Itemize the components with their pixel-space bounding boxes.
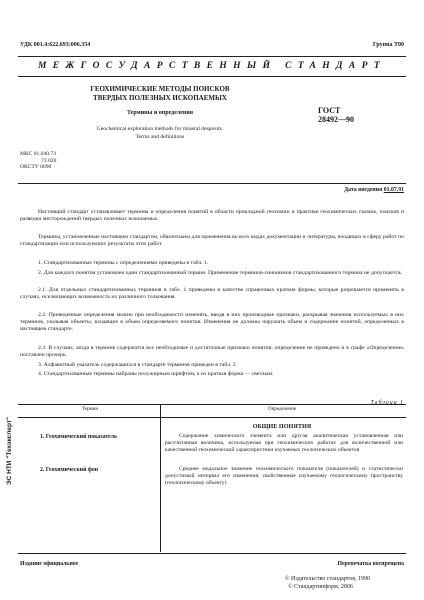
title-line-1: ГЕОХИМИЧЕСКИЕ МЕТОДЫ ПОИСКОВ xyxy=(90,85,230,93)
header-row xyxy=(20,42,404,52)
table-rule-top xyxy=(18,404,406,405)
udk-code: УДК 001.4:622.693:006.354 xyxy=(20,42,91,48)
group-code: Группа Т00 xyxy=(372,42,404,48)
copyright-block xyxy=(285,575,370,591)
table-row-definition: Среднее модальное значение геохимического показателя (показателей) и статистически допустимый интервал его изменения, свойственные изучаемому геологическому пространству (геологическому объекту) xyxy=(165,466,403,486)
reprint-forbidden-note: Перепечатка воспрещена xyxy=(337,561,404,567)
mks-code: МКС 01.040.73 xyxy=(20,151,57,157)
body-paragraph-2: 1. Стандартизованные термины с определениями приведены в табл. 1. xyxy=(38,260,209,266)
date-rule xyxy=(18,183,406,184)
body-paragraph-8: 4. Стандартизованные термины набраны полужирным шрифтом, а их краткая форма — светлым. xyxy=(38,371,274,377)
body-paragraph-4: 2.1. Для отдельных стандартизованных терминов в табл. 1 приведены в качестве справочных краткие формы, которые разрешается применять в случаях, исключающих возможность их различного толкования. xyxy=(20,287,404,300)
intro-date xyxy=(344,187,404,193)
document-title xyxy=(40,85,280,103)
header-rule-top xyxy=(18,56,406,57)
table-header-definition: Определение xyxy=(268,407,296,412)
mks-code-second: 73.020 xyxy=(41,157,57,164)
body-paragraph-3: 2. Для каждого понятия установлен один стандартизованный термин. Применение терминов-синонимов стандартизованного термина не допускается. xyxy=(38,270,402,276)
english-title-line-1: Geochemical exploration methods for mineral desposits. xyxy=(96,126,224,132)
copyright-line-2: © Стандартинформ, 2006 xyxy=(288,584,353,590)
copyright-line-1: © Издательство стандартов, 1990 xyxy=(285,576,371,582)
header-rule-bottom xyxy=(18,76,406,77)
gost-designation xyxy=(318,106,354,124)
table-row-term: 1. Геохимический показатель xyxy=(40,434,118,440)
body-paragraph-5: 2.2. Приведенные определения можно при необходимости изменять, вводя в них производные признаки, раскрывая значения используемых в них терминов, указывая объекты, входящие в объем определяемого понятия. Изменения не должны нарушать объем и содержание понятий, определенных в настоящем стандарте. xyxy=(20,312,404,332)
body-paragraph-0: Настоящий стандарт устанавливает термины и определения понятий в области прикладной геохимии и практике геохимических съемок, поисков и разведки месторождений твердых полезных ископаемых. xyxy=(20,209,404,222)
intro-date-label: Дата введения xyxy=(344,187,383,193)
table-header-term: Термин xyxy=(81,407,99,412)
table-label: Таблица 1 xyxy=(370,400,404,406)
title-line-2: ТВЕРДЫХ ПОЛЕЗНЫХ ИСКОПАЕМЫХ xyxy=(93,94,227,102)
english-title-line-2: Terms and definitions xyxy=(135,133,185,140)
table-row-term: 2. Геохимический фон xyxy=(40,467,99,473)
gost-label: ГОСТ xyxy=(318,106,341,115)
footer-rule xyxy=(18,553,406,554)
side-watermark-stamp: ЭС НТИ "Техэксперт" xyxy=(6,416,13,485)
classification-codes xyxy=(20,151,56,171)
official-edition-note: Издание официальное xyxy=(20,561,79,567)
english-title xyxy=(40,126,280,141)
gost-number: 28492—90 xyxy=(318,115,354,124)
table-rule-header xyxy=(18,417,406,418)
intro-date-value: 01.07.91 xyxy=(383,187,404,193)
document-subtitle: Термины и определения xyxy=(126,110,194,116)
table-section-heading: ОБЩИЕ ПОНЯТИЯ xyxy=(252,423,312,430)
body-paragraph-6: 2.3. В случаях, когда в термине содержатся все необходимые и достаточные признаки понятия, определение не приведено и в графе «Определение» поставлен прочерк. xyxy=(20,345,404,358)
table-row-definition: Содержание химического элемента или другая аналитическая установленная или рассчитанная величина, используемая при геохимических работах для количественной или качественной геохимической характеристики изучаемых геологических объектов xyxy=(165,433,403,453)
okstu-code: ОКСТУ 0090 xyxy=(20,164,52,171)
standard-banner: МЕЖГОСУДАРСТВЕННЫЙ СТАНДАРТ xyxy=(37,61,387,71)
body-paragraph-7: 3. Алфавитный указатель содержащихся в стандарте терминов приведен в табл. 2. xyxy=(38,362,238,368)
body-paragraph-1: Термины, установленные настоящим стандартом, обязательны для применения во всех видах документации и литературы, входящих в сферу работ по стандартизации или использующих результаты этих работ. xyxy=(20,234,404,247)
